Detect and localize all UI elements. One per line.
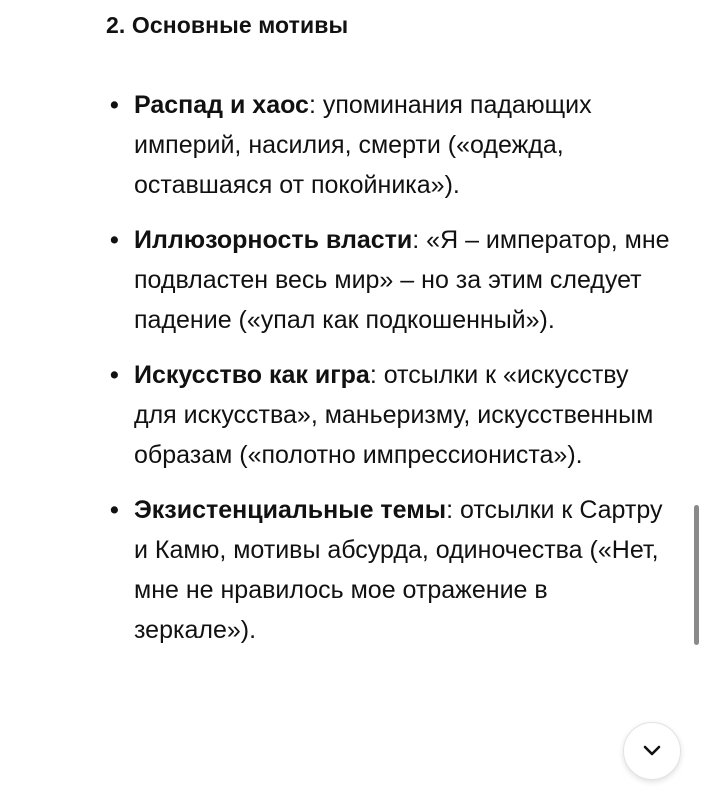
list-item	[0, 85, 705, 205]
item-term: Распад и хаос	[134, 91, 309, 119]
item-term: Экзистенциальные темы	[134, 496, 447, 524]
item-description: : отсылки к «искусству для искусства», маньеризму, искусственным образам («полотно импрессиониста»).	[134, 361, 654, 469]
item-description: : отсылки к Сартру и Камю, мотивы абсурда, одиночества («Нет, мне не нравилось мое отражение в зеркале»).	[134, 496, 663, 644]
list-item	[0, 220, 705, 340]
bullet-marker: •	[110, 496, 119, 524]
scroll-down-button[interactable]	[623, 722, 681, 780]
list-item	[0, 490, 705, 650]
bullet-marker: •	[110, 361, 119, 389]
item-description: : «Я – император, мне подвластен весь мир» – но за этим следует падение («упал как подкошенный»).	[134, 226, 670, 334]
chevron-down-icon	[642, 745, 662, 757]
bullet-marker: •	[110, 91, 119, 119]
section-heading: 2. Основные мотивы	[106, 12, 349, 38]
list-item	[0, 355, 705, 475]
scrollbar-thumb[interactable]	[694, 505, 699, 645]
bullet-marker: •	[110, 226, 119, 254]
motifs-list	[0, 85, 705, 665]
item-description: : упоминания падающих империй, насилия, смерти («одежда, оставшаяся от покойника»).	[134, 91, 592, 199]
item-term: Искусство как игра	[134, 361, 370, 389]
item-term: Иллюзорность власти	[134, 226, 413, 254]
